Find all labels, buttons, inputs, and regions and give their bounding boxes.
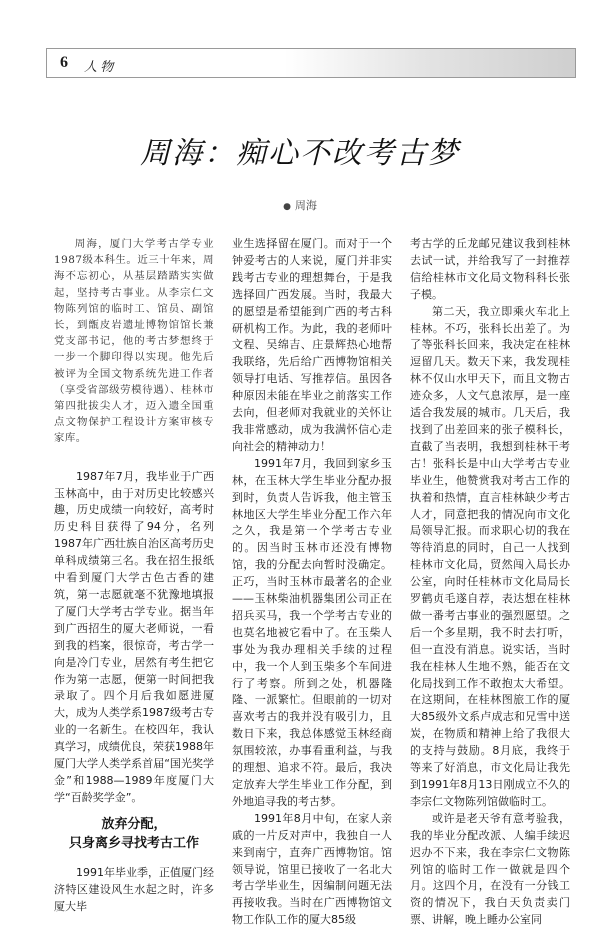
article-title: 周海：痴心不改考古梦 <box>140 136 460 171</box>
header-bar <box>46 48 576 78</box>
abstract-text: 周海，厦门大学考古学专业1987级本科生。近三十年来，周海不忘初心，从基层踏踏实实做起，坚持考古事业。从李宗仁文物陈列馆的临时工、馆员、副馆长，到甑皮岩遗址博物馆馆长兼党支部书记，他的考古梦想终于一步一个脚印得以实现。他先后被评为全国文物系统先进工作者（享受省部级劳模待遇）、桂林市第四批拔尖人才，迈入遗全国重点文物保护工程设计方案审核专家库。 <box>54 238 214 445</box>
body-paragraph: 业生选择留在厦门。而对于一个钟爱考古的人来说，厦门并非实践考古专业的理想舞台，于是我选择回广西发展。当时，我最大的愿望是希望能到广西的考古科研机构工作。为此，我的老师叶文程、吴绵吉、庄景辉热心地帮我联络，先后给广西博物馆相关领导打电话、写推荐信。虽因各种原因未能在毕业之前落实工作去向，但老师对我就业的关怀让我非常感动，成为我满怀信心走向社会的精神动力！ <box>232 237 392 453</box>
bullet-icon: ● <box>283 202 291 212</box>
body-paragraph: 1991年毕业季，正值厦门经济特区建设风生水起之时，许多厦大毕 <box>54 865 214 913</box>
column-2 <box>232 236 392 929</box>
author-name: 周海 <box>294 199 317 212</box>
body-paragraph: 第二天，我立即乘火车北上桂林。不巧，张科长出差了。为了等张科长回来，我决定在桂林逗留几天。数天下来，我发现桂林不仅山水甲天下，而且文物古迹众多，人文气息浓厚，是一座适合我发展的城市。几天后，我找到了出差回来的张子模科长，直截了当表明，我想到桂林干考古！张科长是中山大学考古专业毕业生，他赞赏我对考古工作的执着和热情，直言桂林缺少考古人才，同意把我的情况向市文化局领导汇报。而求职心切的我在等待消息的同时，自己一人找到桂林市文化局，贸然闯入局长办公室，向时任桂林市文化局局长罗鹤贞毛遂自荐，表达想在桂林做一番考古事业的强烈愿望。之后一个多星期，我不时去打听，但一直没有消息。说实话，当时我在桂林人生地不熟，能否在文化局找到工作不敢抱太大希望。在这期间，在桂林图旅工作的厦大85级外文系卢成志和兄雪中送炭，在物质和精神上给了我很大的支持与鼓励。8月底，我终于等来了好消息，市文化局让我先到1991年8月13日刚成立不久的李宗仁文物陈列馆做临时工。 <box>410 304 570 808</box>
body-paragraph: 或许是老天爷有意考验我，我的毕业分配改派、人编手续迟迟办不下来，我在李宗仁文物陈列馆的临时工作一做就是四个月。这四个月，在没有一分钱工资的情况下，我白天负责卖门票、讲解，晚上睡办公室同 <box>410 811 570 927</box>
subheading-line-2: 只身离乡寻找考古工作 <box>68 835 199 851</box>
page-number: 6 <box>60 54 68 71</box>
byline <box>0 197 600 213</box>
column-1 <box>54 236 214 915</box>
subheading-line-1: 放弃分配， <box>101 816 167 832</box>
section-subheading <box>54 815 214 853</box>
column-3 <box>410 236 570 929</box>
body-paragraph: 1991年7月，我回到家乡玉林，在玉林大学生毕业分配办报到时，负责人告诉我，他主管玉林地区大学生毕业分配工作六年之久，我是第一个学考古专业的。因当时玉林市还没有博物馆，我的分配去向暂时没确定。正巧，当时玉林市最著名的企业——玉林柴油机器集团公司正在招兵买马，我一个学考古专业的也莫名地被它看中了。在玉柴人事处为我办理相关手续的过程中，我一个人到玉柴多个车间进行了考察。所到之处，机器隆隆、一派繁忙。但眼前的一切对喜欢考古的我并没有吸引力，且数日下来，我总体感觉玉林经商氛围较浓，办事看重利益，与我的理想、追求不符。最后，我决定放弃大学生毕业工作分配，到外地追寻我的考古梦。 <box>232 456 392 808</box>
article-abstract <box>54 236 214 447</box>
body-paragraph: 1991年8月中旬，在家人亲戚的一片反对声中，我独自一人来到南宁，直奔广西博物馆。馆领导说，馆里已接收了一名北大考古学毕业生，因编制问题无法再接收我。当时在广西博物馆文物工作队工作的厦大85级 <box>232 811 392 927</box>
body-paragraph: 考古学的丘龙邮兄建议我到桂林去试一试，并给我写了一封推荐信给桂林市文化局文物科科长张子模。 <box>410 237 570 301</box>
body-paragraph: 1987年7月，我毕业于广西玉林高中，由于对历史比较感兴趣，历史成绩一向较好，高考时历史科目获得了94分，名列1987年广西壮族自治区高考历史单科成绩第三名。我在招生报纸中看到厦门大学古色古香的建筑，第一志愿就毫不犹豫地填报了厦门大学考古学专业。据当年到广西招生的厦大老师说，一看到我的档案，很惊奇，考古学一向是冷门专业，居然有考生把它作为第一志愿，便第一时间把我录取了。四个月后我如愿进厦大，成为人类学系1987级考古专业的一名新生。在校四年，我认真学习，成绩优良，荣获1988年厦门大学人类学系首届“国光奖学金”和1988—1989年度厦门大学“百龄奖学金”。 <box>54 469 214 804</box>
section-label: 人 物 <box>84 59 114 74</box>
